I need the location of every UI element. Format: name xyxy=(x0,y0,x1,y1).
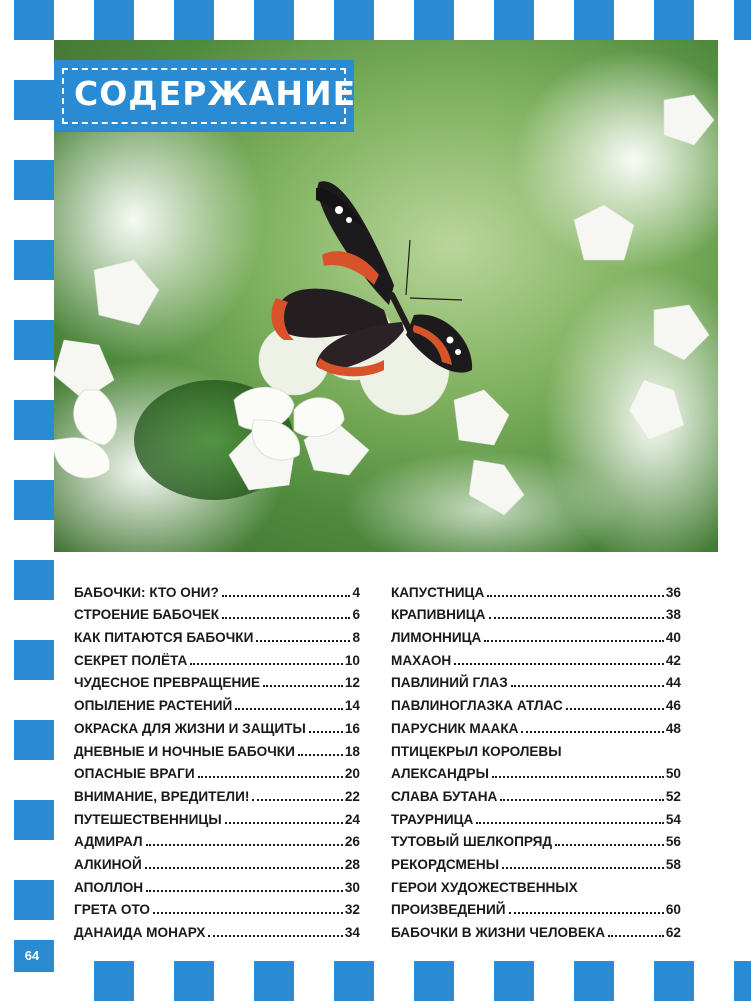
toc-column-right xyxy=(391,577,681,940)
toc-entry-label: СЕКРЕТ ПОЛЁТА xyxy=(74,652,188,668)
toc-leader-dots xyxy=(487,595,664,597)
toc-entry-label: ПАВЛИНИЙ ГЛАЗ xyxy=(391,675,508,691)
toc-entry-page: 62 xyxy=(665,925,681,940)
toc-entry-page: 14 xyxy=(344,698,360,714)
toc-entry[interactable] xyxy=(74,690,360,713)
border-block xyxy=(654,0,694,40)
toc-entry-page: 48 xyxy=(665,720,681,736)
toc-leader-dots xyxy=(500,799,664,801)
toc-leader-dots xyxy=(225,822,343,824)
toc-entry-page: 24 xyxy=(344,811,360,827)
toc-entry[interactable] xyxy=(74,917,360,940)
toc-leader-dots xyxy=(145,867,343,869)
border-block xyxy=(334,0,374,40)
toc-entry-label: СЛАВА БУТАНА xyxy=(391,788,498,804)
title-banner xyxy=(54,60,357,132)
toc-entry[interactable] xyxy=(391,759,681,782)
toc-entry-label: АПОЛЛОН xyxy=(74,879,144,895)
toc-entry-page: 22 xyxy=(344,788,360,804)
toc-entry-page: 52 xyxy=(665,788,681,804)
toc-entry-label: БАБОЧКИ: КТО ОНИ? xyxy=(74,584,219,600)
toc-entry[interactable] xyxy=(391,645,681,668)
toc-entry-label: ОПЫЛЕНИЕ РАСТЕНИЙ xyxy=(74,698,233,714)
toc-entry-label: МАХАОН xyxy=(391,652,452,668)
border-block xyxy=(734,961,751,1001)
toc-leader-dots xyxy=(235,708,343,710)
border-block xyxy=(414,0,454,40)
toc-entry-page: 20 xyxy=(344,766,360,782)
border-block xyxy=(174,0,214,40)
toc-entry[interactable] xyxy=(74,781,360,804)
toc-leader-dots xyxy=(521,731,663,733)
toc-entry-label: ТРАУРНИЦА xyxy=(391,811,474,827)
toc-leader-dots xyxy=(309,731,343,733)
toc-entry-page: 54 xyxy=(665,811,681,827)
toc-entry[interactable] xyxy=(74,600,360,623)
toc-entry-page: 12 xyxy=(344,675,360,691)
toc-leader-dots xyxy=(146,844,343,846)
toc-entry-label: ВНИМАНИЕ, ВРЕДИТЕЛИ! xyxy=(74,788,250,804)
border-block xyxy=(14,800,54,840)
toc-leader-dots xyxy=(256,640,350,642)
toc-entry[interactable] xyxy=(74,827,360,850)
toc-entry-label: ЛИМОННИЦА xyxy=(391,630,482,646)
toc-leader-dots xyxy=(190,663,343,665)
border-block xyxy=(14,160,54,200)
toc-entry-page: 4 xyxy=(352,584,360,600)
border-block xyxy=(14,640,54,680)
toc-entry-page: 60 xyxy=(665,902,681,918)
toc-leader-dots xyxy=(153,912,343,914)
toc-leader-dots xyxy=(222,617,350,619)
border-block xyxy=(14,400,54,440)
toc-entry[interactable] xyxy=(391,827,681,850)
toc-entry-label: ДНЕВНЫЕ И НОЧНЫЕ БАБОЧКИ xyxy=(74,743,295,759)
toc-leader-dots xyxy=(263,685,343,687)
border-block xyxy=(494,961,534,1001)
toc-entry[interactable] xyxy=(74,668,360,691)
toc-leader-dots xyxy=(511,685,664,687)
toc-entry[interactable] xyxy=(391,600,681,623)
toc-entry-label: ПРОИЗВЕДЕНИЙ xyxy=(391,902,506,918)
border-block xyxy=(734,0,751,40)
border-block xyxy=(14,80,54,120)
toc-entry[interactable] xyxy=(74,759,360,782)
toc-entry-page: 34 xyxy=(344,925,360,940)
toc-entry-page: 40 xyxy=(665,630,681,646)
toc-entry-label: ЧУДЕСНОЕ ПРЕВРАЩЕНИЕ xyxy=(74,675,261,691)
toc-entry-page: 30 xyxy=(344,879,360,895)
toc-entry[interactable] xyxy=(391,917,681,940)
toc-entry-label: ГРЕТА ОТО xyxy=(74,902,150,918)
toc-entry-label: ДАНАИДА МОНАРХ xyxy=(74,925,206,940)
toc-entry-page: 6 xyxy=(352,607,360,623)
toc-entry-page: 26 xyxy=(344,834,360,850)
border-block xyxy=(14,480,54,520)
toc-entry-page: 50 xyxy=(665,766,681,782)
toc-entry-label: ПАВЛИНОГЛАЗКА АТЛАС xyxy=(391,698,563,714)
toc-entry-page: 36 xyxy=(665,584,681,600)
page-title: СОДЕРЖАНИЕ xyxy=(74,74,357,113)
border-block xyxy=(334,961,374,1001)
toc-entry-label: ОКРАСКА ДЛЯ ЖИЗНИ И ЗАЩИТЫ xyxy=(74,720,306,736)
border-block xyxy=(14,720,54,760)
toc-leader-dots xyxy=(298,754,343,756)
toc-entry[interactable] xyxy=(74,622,360,645)
toc-entry-label: БАБОЧКИ В ЖИЗНИ ЧЕЛОВЕКА xyxy=(391,925,606,940)
border-block xyxy=(174,961,214,1001)
toc-entry-label: ГЕРОИ ХУДОЖЕСТВЕННЫХ xyxy=(391,879,578,895)
toc-entry[interactable] xyxy=(391,577,681,600)
border-block xyxy=(14,880,54,920)
toc-entry-page: 42 xyxy=(665,652,681,668)
toc-entry[interactable] xyxy=(391,895,681,918)
toc-entry-page: 56 xyxy=(665,834,681,850)
toc-entry[interactable] xyxy=(391,781,681,804)
toc-entry-label: АЛЕКСАНДРЫ xyxy=(391,766,489,782)
toc-entry[interactable] xyxy=(74,895,360,918)
toc-entry[interactable] xyxy=(391,668,681,691)
toc-entry-page: 58 xyxy=(665,856,681,872)
toc-entry[interactable] xyxy=(74,736,360,759)
toc-entry[interactable] xyxy=(391,690,681,713)
toc-leader-dots xyxy=(502,867,664,869)
toc-leader-dots xyxy=(492,776,664,778)
toc-entry-label: АДМИРАЛ xyxy=(74,834,143,850)
border-block xyxy=(14,240,54,280)
toc-entry-page: 18 xyxy=(344,743,360,759)
toc-entry[interactable] xyxy=(391,872,681,895)
toc-column-left xyxy=(74,577,360,940)
toc-entry[interactable] xyxy=(74,872,360,895)
toc-leader-dots xyxy=(454,663,664,665)
toc-entry-page: 16 xyxy=(344,720,360,736)
border-block xyxy=(494,0,534,40)
toc-entry-label: ПТИЦЕКРЫЛ КОРОЛЕВЫ xyxy=(391,743,562,759)
border-block xyxy=(14,0,54,40)
border-block xyxy=(654,961,694,1001)
toc-entry[interactable] xyxy=(391,849,681,872)
toc-entry[interactable] xyxy=(74,645,360,668)
toc-entry-label: ПАРУСНИК МААКА xyxy=(391,720,519,736)
toc-entry-page: 28 xyxy=(344,856,360,872)
toc-entry[interactable] xyxy=(74,577,360,600)
toc-entry-label: КРАПИВНИЦА xyxy=(391,607,486,623)
toc-entry-label: КАПУСТНИЦА xyxy=(391,584,485,600)
toc-leader-dots xyxy=(566,708,664,710)
toc-leader-dots xyxy=(198,776,343,778)
toc-entry-label: ОПАСНЫЕ ВРАГИ xyxy=(74,766,195,782)
toc-entry-label: СТРОЕНИЕ БАБОЧЕК xyxy=(74,607,220,623)
toc-entry-page: 32 xyxy=(344,902,360,918)
toc-entry[interactable] xyxy=(74,713,360,736)
toc-entry[interactable] xyxy=(391,804,681,827)
toc-entry-label: ПУТЕШЕСТВЕННИЦЫ xyxy=(74,811,222,827)
toc-entry[interactable] xyxy=(74,804,360,827)
toc-leader-dots xyxy=(146,890,343,892)
border-block xyxy=(254,0,294,40)
toc-leader-dots xyxy=(509,912,664,914)
toc-entry-page: 44 xyxy=(665,675,681,691)
border-block xyxy=(414,961,454,1001)
toc-leader-dots xyxy=(489,617,664,619)
toc-leader-dots xyxy=(608,935,664,937)
toc-entry[interactable] xyxy=(391,736,681,759)
border-block xyxy=(14,560,54,600)
toc-entry-label: АЛКИНОЙ xyxy=(74,856,142,872)
toc-entry[interactable] xyxy=(391,622,681,645)
toc-entry[interactable] xyxy=(391,713,681,736)
page-number: 64 xyxy=(24,948,40,963)
border-block xyxy=(14,320,54,360)
border-block xyxy=(254,961,294,1001)
toc-entry-label: ТУТОВЫЙ ШЕЛКОПРЯД xyxy=(391,834,553,850)
toc-leader-dots xyxy=(476,822,664,824)
toc-leader-dots xyxy=(252,799,343,801)
toc-leader-dots xyxy=(208,935,343,937)
border-block xyxy=(94,0,134,40)
border-block xyxy=(574,0,614,40)
border-block xyxy=(574,961,614,1001)
toc-entry-page: 38 xyxy=(665,607,681,623)
toc-leader-dots xyxy=(555,844,664,846)
border-block xyxy=(94,961,134,1001)
toc-entry-page: 46 xyxy=(665,698,681,714)
toc-entry[interactable] xyxy=(74,849,360,872)
toc-leader-dots xyxy=(222,595,351,597)
toc-entry-label: РЕКОРДСМЕНЫ xyxy=(391,856,500,872)
toc-leader-dots xyxy=(484,640,664,642)
toc-entry-label: КАК ПИТАЮТСЯ БАБОЧКИ xyxy=(74,630,254,646)
toc-entry-page: 10 xyxy=(344,652,360,668)
toc-entry-page: 8 xyxy=(352,630,360,646)
